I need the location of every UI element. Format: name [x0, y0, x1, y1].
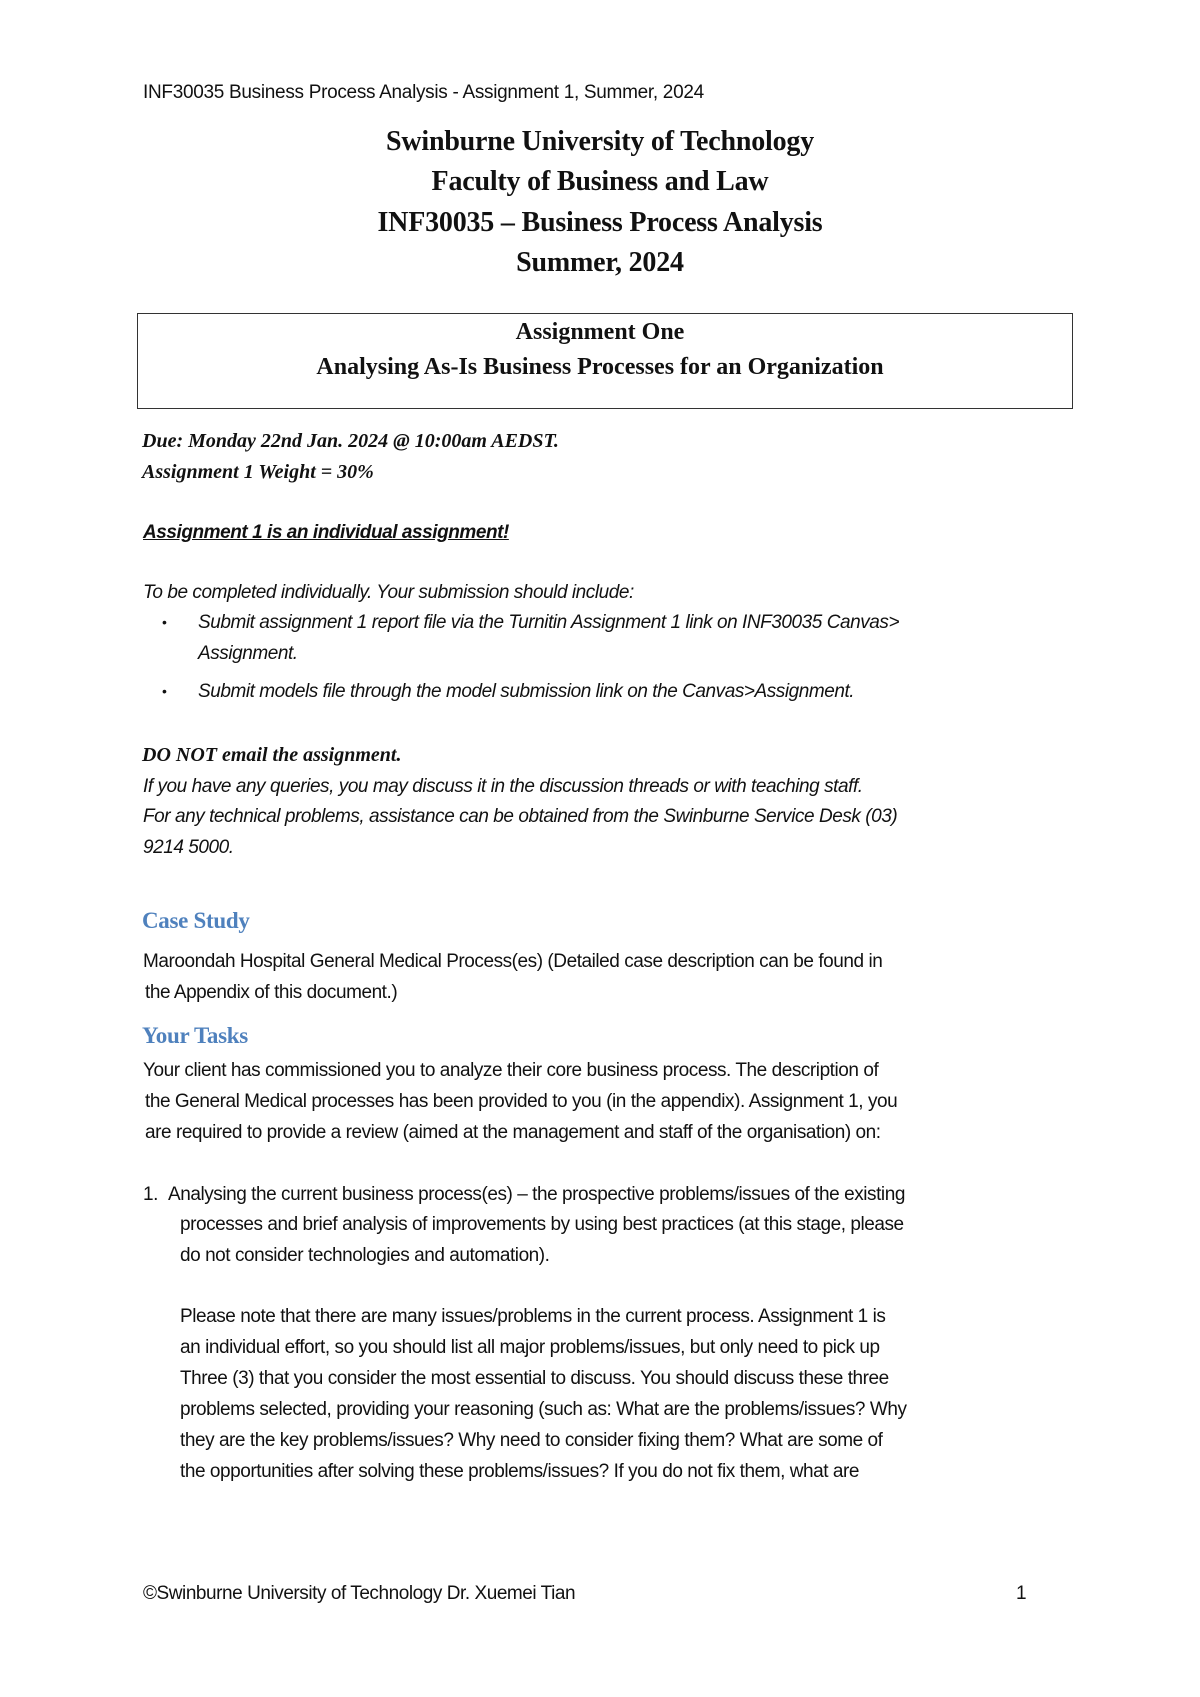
task-note-line: Three (3) that you consider the most essential to discuss. You should discuss these three: [180, 1368, 889, 1389]
assignment-title: Analysing As-Is Business Processes for an Organization: [316, 354, 884, 380]
unit-title: INF30035 – Business Process Analysis: [377, 207, 823, 238]
task-note-line: the opportunities after solving these problems/issues? If you do not fix them, what are: [180, 1461, 860, 1482]
bullet-icon: •: [162, 683, 167, 699]
running-header: INF30035 Business Process Analysis - Assignment 1, Summer, 2024: [143, 82, 704, 103]
submission-item-text-cont: Assignment.: [198, 643, 298, 664]
footer-copyright: ©Swinburne University of Technology Dr. Xuemei Tian: [143, 1583, 576, 1604]
university-name: Swinburne University of Technology: [385, 126, 815, 157]
task-note-line: problems selected, providing your reasoning (such as: What are the problems/issues? Why: [180, 1399, 907, 1420]
task-note-line: Please note that there are many issues/problems in the current process. Assignment 1 is: [180, 1306, 886, 1327]
task-text-line: do not consider technologies and automation).: [180, 1245, 550, 1266]
case-study-heading: Case Study: [142, 908, 250, 933]
queries-note: If you have any queries, you may discuss it in the discussion threads or with teaching staff.: [143, 776, 863, 797]
tasks-intro-line: Your client has commissioned you to analyze their core business process. The description of: [143, 1060, 879, 1081]
page-number: 1: [1016, 1583, 1027, 1604]
task-text-line: processes and brief analysis of improvements by using best practices (at this stage, please: [180, 1214, 904, 1235]
assignment-number: Assignment One: [515, 319, 685, 345]
task-note-line: they are the key problems/issues? Why need to consider fixing them? What are some of: [180, 1430, 883, 1451]
task-note-line: an individual effort, so you should list all major problems/issues, but only need to pick up: [180, 1337, 880, 1358]
service-desk-note: For any technical problems, assistance can be obtained from the Swinburne Service Desk (03): [143, 806, 898, 827]
tasks-intro-line: are required to provide a review (aimed at the management and staff of the organisation) on:: [145, 1122, 881, 1143]
individual-notice: Assignment 1 is an individual assignment!: [143, 522, 509, 543]
case-study-text-cont: the Appendix of this document.): [145, 982, 398, 1003]
term: Summer, 2024: [516, 247, 684, 278]
task-number: 1.: [143, 1184, 158, 1205]
submission-intro: To be completed individually. Your submission should include:: [143, 582, 634, 603]
bullet-icon: •: [162, 614, 167, 630]
assignment-weight: Assignment 1 Weight = 30%: [142, 461, 374, 483]
task-text-line: Analysing the current business process(es) – the prospective problems/issues of the existing: [168, 1184, 905, 1205]
submission-item-text: Submit models file through the model submission link on the Canvas>Assignment.: [198, 681, 855, 702]
your-tasks-heading: Your Tasks: [142, 1023, 248, 1048]
submission-item-text: Submit assignment 1 report file via the Turnitin Assignment 1 link on INF30035 Canvas>: [198, 612, 900, 633]
due-date: Due: Monday 22nd Jan. 2024 @ 10:00am AEDST.: [142, 430, 559, 452]
faculty-name: Faculty of Business and Law: [431, 166, 769, 197]
service-desk-phone: 9214 5000.: [143, 837, 234, 858]
case-study-text: Maroondah Hospital General Medical Process(es) (Detailed case description can be found in: [143, 951, 883, 972]
tasks-intro-line: the General Medical processes has been provided to you (in the appendix). Assignment 1, you: [145, 1091, 898, 1112]
no-email-notice: DO NOT email the assignment.: [142, 744, 402, 766]
